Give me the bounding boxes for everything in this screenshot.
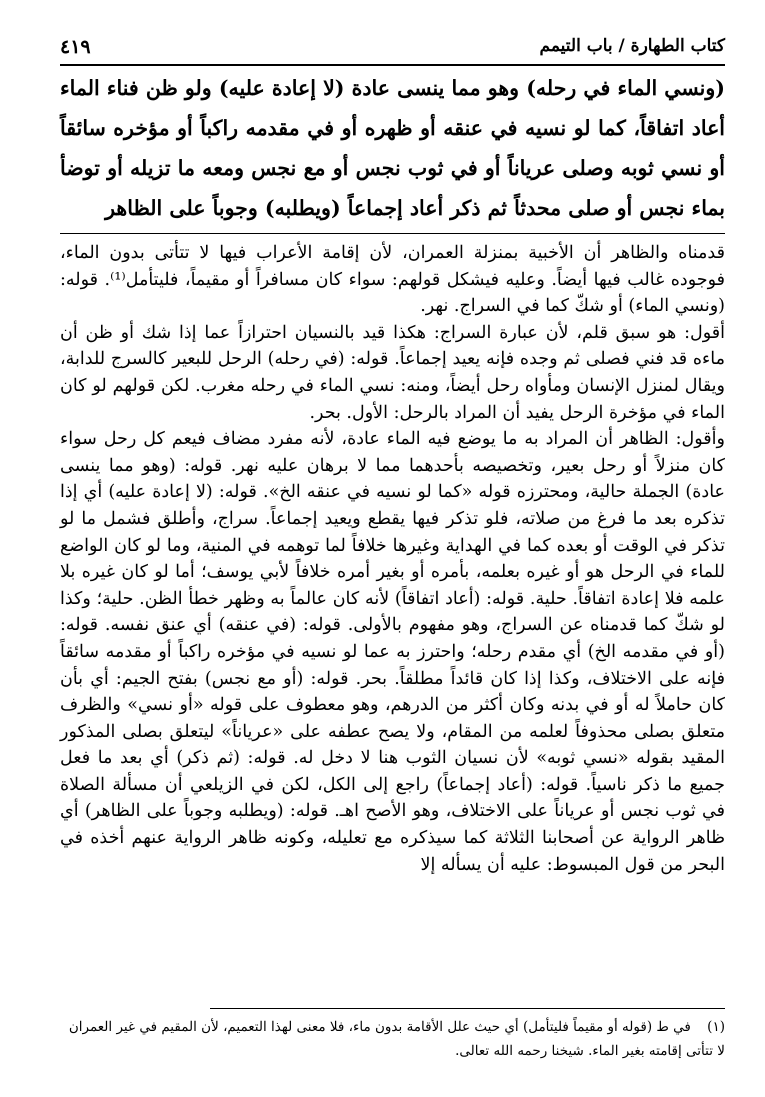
footnote-number: (١) <box>707 1019 725 1035</box>
footnote-divider <box>210 1008 725 1009</box>
commentary-paragraph: وأقول: الظاهر أن المراد به ما يوضع فيه الماء عادة، لأنه مفرد مضاف فيعم كل رحل سواء كان منزلاً أو رحل بعير، وتخصيصه بأحدهما مما لا برهان عليه نهر. قوله: (وهو مما ينسى عادة) الجملة حالية، ومحترزه قوله «كما لو نسيه في عنقه الخ». قوله: (لا إعادة عليه) أي إذا تذكره بعد ما فرغ من صلاته، فلو تذكر فيها يقطع ويعيد إجماعاً. سراج، وأطلق فشمل ما لو تذكر في الوقت أو بعده كما في الهداية وغيرها خلافاً لما توهمه في المنية، وما لو كان الواضع للماء في الرحل هو أو غيره بعلمه، بأمره أو بغير أمره خلافاً لأبي يوسف؛ أما لو كان غيره بلا علمه فلا إعادة اتفاقاً. حلية. قوله: (أعاد اتفاقاً) لأنه كان عالماً به وظهر خطأ الظن. حلية؛ وكذا لو شكّ كما قدمناه عن السراج، وهو مفهوم بالأولى. قوله: (في عنقه) أي عنق نفسه. قوله: (أو في مقدمه الخ) أي مقدم رحله؛ واحترز به عما لو نسيه في مؤخره راكباً أو مقدمه سائقاً فإنه على الاختلاف، وكذا إذا كان قائداً مطلقاً. بحر. قوله: (أو مع نجس) بفتح الجيم: أي بأن كان حاملاً له أو في بدنه وكان أكثر من الدرهم، وهو معطوف على قوله «أو نسي» والظرف متعلق بصلى محذوفاً لعلمه من المقام، ولا يصح عطفه على «عرياناً» ليتعلق بصلى المذكور المقيد بقوله «نسي ثوبه» لأن نسيان الثوب هنا لا دخل له. قوله: (ثم ذكر) أي بعد ما فعل جميع ما ذكر ناسياً. قوله: (أعاد إجماعاً) راجع إلى الكل، لكن في الزيلعي أن مسألة الصلاة في ثوب نجس أو عرياناً على الاختلاف، وهو الأصح اهـ. قوله: (ويطلبه وجوباً على الظاهر) أي ظاهر الرواية عن أصحابنا الثلاثة كما سيذكره مع تعليله، وكونه ظاهر الرواية عنهم أخذه في البحر من قول المبسوط: عليه أن يسأله إلا <box>60 429 725 875</box>
commentary <box>60 240 725 878</box>
main-text-divider <box>60 233 725 234</box>
page-number: ٤١٩ <box>60 36 91 58</box>
footnote <box>60 1015 725 1063</box>
running-header <box>60 30 725 62</box>
chapter-title: كتاب الطهارة / باب التيمم <box>539 36 725 56</box>
header-rule <box>60 64 725 66</box>
commentary-paragraph: أقول: هو سبق قلم، لأن عبارة السراج: هكذا قيد بالنسيان احترازاً عما إذا شك أو ظن أن ماءه قد فني فصلى ثم وجده فإنه يعيد إجماعاً. قوله: (في رحله) الرحل للبعير كالسرج للدابة، ويقال لمنزل الإنسان ومأواه رحل أيضاً، ومنه: نسي الماء في رحله مغرب. لكن قولهم لو كان الماء في مؤخرة الرحل يفيد أن المراد بالرحل: الأول. بحر. <box>60 322 725 423</box>
footnote-text: في ط (قوله أو مقيماً فليتأمل) أي حيث علل الأقامة بدون ماء، فلا معنى لهذا التعميم، لأن المقيم في غير العمران لا تتأتى إقامته بغير الماء. شيخنا رحمه الله تعالى. <box>68 1019 725 1059</box>
main-text-paragraph: (ونسي الماء في رحله) وهو مما ينسى عادة (لا إعادة عليه) ولو ظن فناء الماء أعاد اتفاقاً، كما لو نسيه في عنقه أو ظهره أو في مقدمه راكباً أو مؤخره سائقاً أو نسي ثوبه وصلى عرياناً أو في ثوب نجس أو مع نجس ومعه ما تزيله أو توضأ بماء نجس أو صلى محدثاً ثم ذكر أعاد إجماعاً (ويطلبه) وجوباً على الظاهر <box>60 76 725 220</box>
commentary-paragraph: قدمناه والظاهر أن الأخبية بمنزلة العمران، لأن إقامة الأعراب فيها لا تتأتى بدون الماء، فوجوده غالب فيها أيضاً. وعليه فيشكل قولهم: سواء كان مسافراً أو مقيماً، فليتأمل⁽¹⁾. قوله: (ونسي الماء) أو شكّ كما في السراج. نهر. <box>60 243 725 317</box>
main-text <box>60 68 725 228</box>
